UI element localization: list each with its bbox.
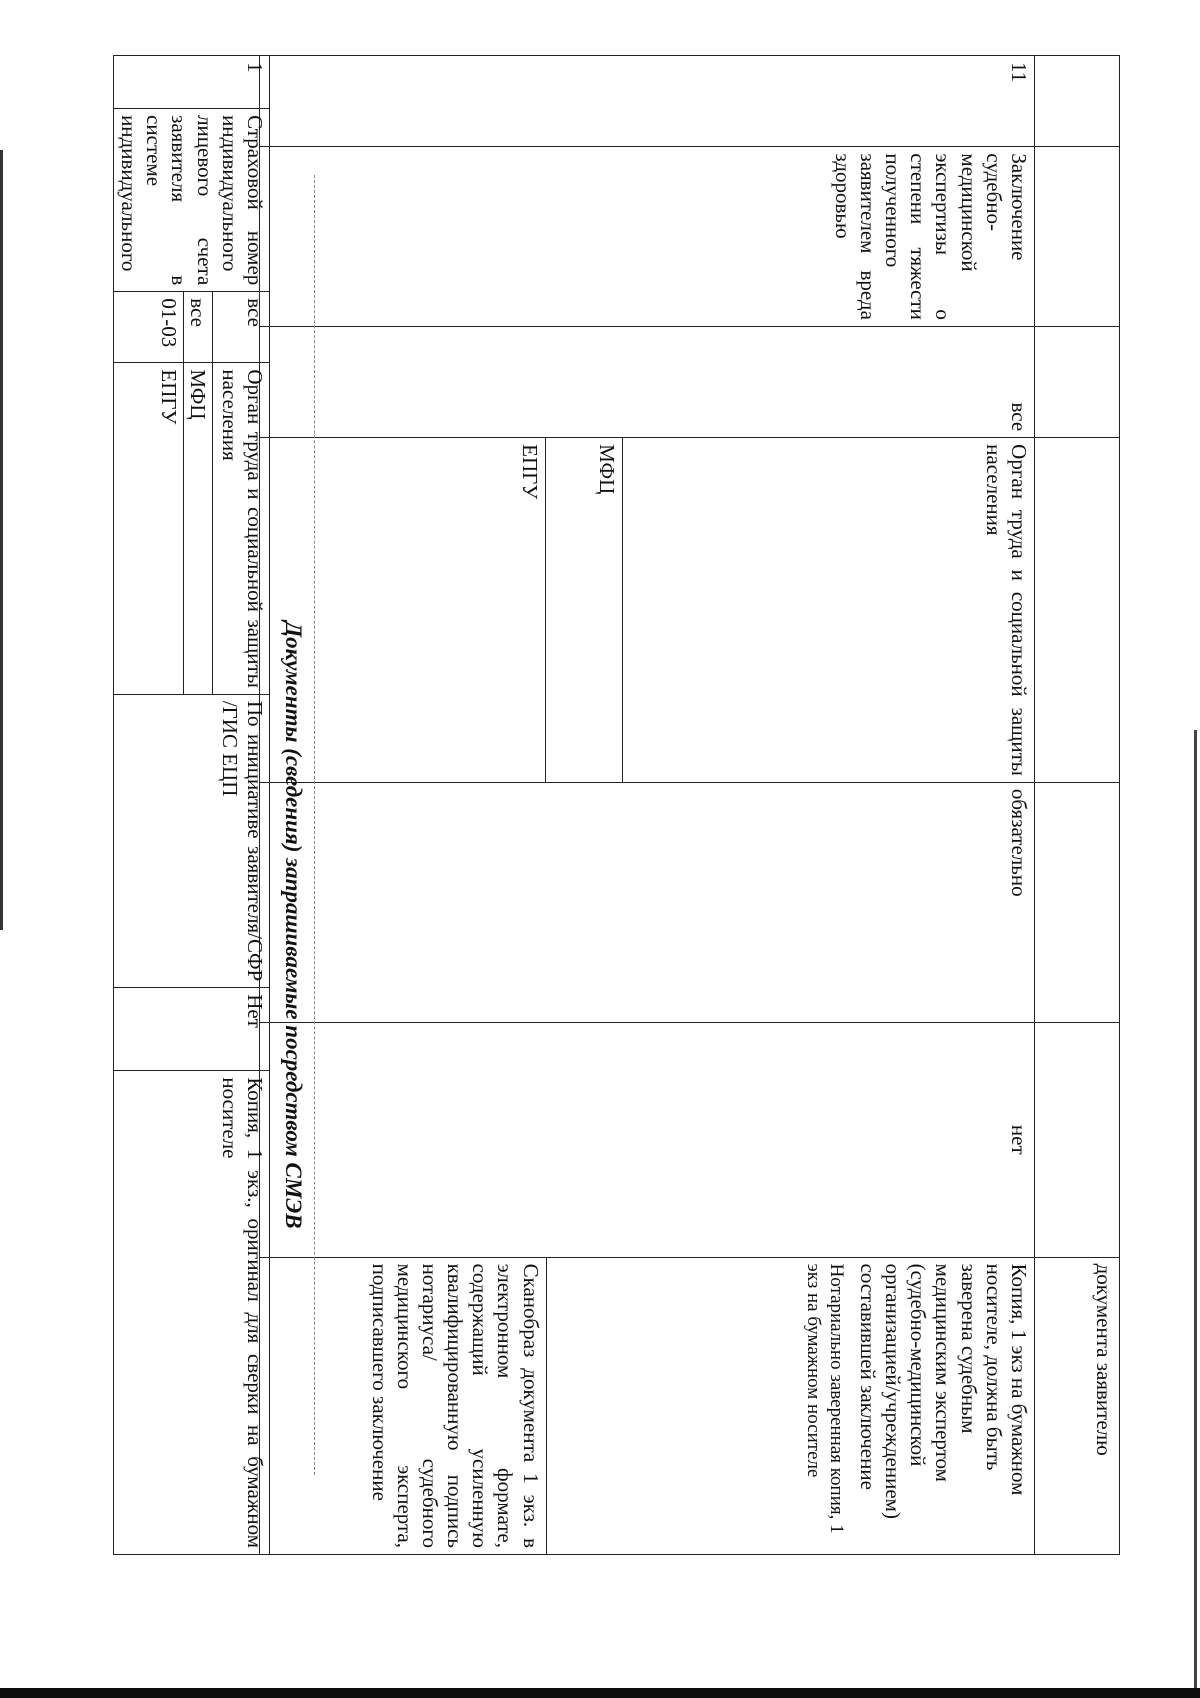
smev-row-1 — [113, 56, 269, 1555]
smev-category-2: все — [184, 292, 213, 362]
rotated-document-page — [70, 55, 1120, 1555]
channel-org: Орган труда и социальной защиты населения — [981, 444, 1031, 776]
channel-epgu: ЕПГУ — [339, 438, 546, 782]
smev-document-form: Копия, 1 экз., оригинал для сверки на бумажном носителе — [113, 1071, 269, 1555]
smev-own-initiative: Нет — [113, 988, 269, 1071]
smev-channel-epgu: ЕПГУ — [154, 363, 184, 693]
scan-edge-right — [1194, 730, 1197, 1698]
applicant-category: все — [259, 326, 1034, 437]
smev-row-number: 1 — [113, 56, 269, 109]
document-name: Заключение судебно-медицинской экспертизы о степени тяжести полученного заявителем вреда здоровью — [259, 147, 1034, 327]
smev-source: По инициативе заявителя/СФР /ГИС ЕЦП — [113, 694, 269, 987]
smev-category-3: 01-03 — [154, 292, 184, 362]
smev-document-name: Страховой номер индивидуального лицевого счета заявителя в системе индивидуального — [113, 109, 269, 292]
form-paper-copy: Копия, 1 экз на бумажном носителе, должна быть заверена судебным медицинским экспертом (судебно-медицинской организацией/учреждением) составившей заключение — [855, 1263, 1031, 1519]
table-row-continuation — [1035, 56, 1120, 1555]
continuation-cell: документа заявителю — [1035, 1257, 1120, 1554]
scan-edge-bottom — [0, 1688, 1200, 1698]
form-electronic-scan: Сканобраз документа 1 экз. в электронном формате, содержащий усиленную квалифицированную подпись нотариуса/ судебного медицинского эксперта, подписавшего заключение — [260, 1258, 547, 1554]
submission-channels — [259, 438, 1034, 783]
smev-categories — [113, 292, 269, 363]
table-row-11 — [259, 56, 1034, 1555]
requirement: обязательно — [259, 782, 1034, 1022]
smev-channel-mfc: МФЦ — [184, 363, 213, 693]
document-form — [259, 1257, 1034, 1554]
form-notary-copy: Нотариально заверенная копия, 1 экз на бумажном носителе — [802, 1263, 847, 1534]
scan-edge-left — [0, 150, 3, 930]
row-number: 11 — [259, 56, 1034, 147]
smev-table — [113, 55, 270, 1555]
smev-channel-org: Орган труда и социальной защиты населения — [217, 369, 267, 688]
smev-category-1: все — [243, 298, 267, 327]
smev-channels — [113, 363, 269, 694]
section-title: Документы (сведения) запрашиваемые посредством СМЭВ — [281, 621, 306, 1229]
channel-mfc: МФЦ — [546, 438, 623, 782]
own-initiative: нет — [259, 1022, 1034, 1257]
documents-table — [259, 55, 1120, 1555]
dashed-divider — [314, 175, 315, 1475]
